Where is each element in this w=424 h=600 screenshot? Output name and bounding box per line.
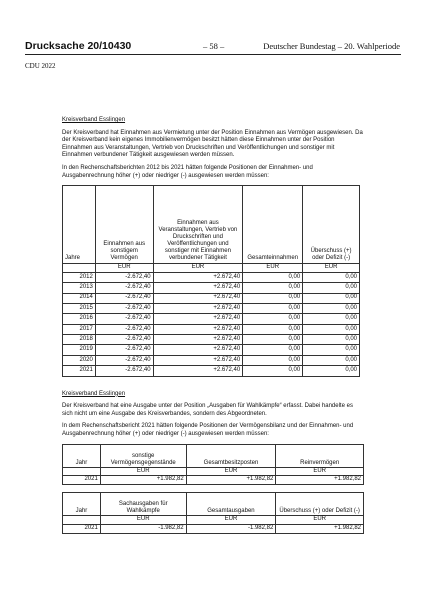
table-row <box>63 314 360 324</box>
value-cell: 0,00 <box>243 314 303 324</box>
value-cell: -2.672,40 <box>95 366 153 376</box>
value-cell: -2.672,40 <box>95 324 153 334</box>
value-cell: 0,00 <box>303 335 360 345</box>
value-cell: 0,00 <box>243 335 303 345</box>
value-cell: 0,00 <box>303 324 360 334</box>
column-header: Gesamtausgaben <box>186 493 276 516</box>
value-cell: -1.982,82 <box>186 524 276 533</box>
section2-paragraph1: Der Kreisverband hat eine Ausgabe unter der Position „Ausgaben für Wahlkämpfe“ erfasst. Dabei handelte es sich nicht um eine Ausgabe des Kreisverbandes, sondern des Abgeordneten. <box>62 403 353 417</box>
unit-cell: EUR <box>303 264 360 273</box>
column-header: sonstige Vermögensgegenstände <box>100 444 186 467</box>
table-header-row <box>63 493 364 516</box>
value-cell: -1.982,82 <box>100 524 186 533</box>
unit-cell: EUR <box>276 467 364 476</box>
column-header: Gesamtbesitzposten <box>186 444 276 467</box>
table-row <box>63 366 360 376</box>
units-row <box>63 467 364 476</box>
table-header-row <box>63 444 364 467</box>
value-cell: 0,00 <box>243 355 303 365</box>
section1-paragraph1: Der Kreisverband hat Einnahmen aus Vermietung unter der Position Einnahmen aus Vermögen ausgewiesen. Da der Kreisverband kein eigenes Immobilienvermögen besitzt hätten diese Einnahmen unter der Position Einnahmen aus Veranstaltungen, Vertrieb von Druckschriften und Veröffentlichungen und sonstiger mit Einnahmen verbundener Tätigkeit ausgewiesen werden müssen. <box>62 129 363 159</box>
value-cell: +2.672,40 <box>153 314 243 324</box>
value-cell: 0,00 <box>243 366 303 376</box>
value-cell: 0,00 <box>303 283 360 293</box>
column-header: Einnahmen aus sonstigem Vermögen <box>95 186 153 264</box>
year-cell: 2021 <box>63 476 101 485</box>
value-cell: +1.982,82 <box>276 524 364 533</box>
value-cell: 0,00 <box>303 293 360 303</box>
balance-correction-table <box>62 444 364 486</box>
table-header-row <box>63 186 360 264</box>
column-header: Jahr <box>63 493 101 516</box>
unit-cell: EUR <box>186 516 276 525</box>
table-row <box>63 345 360 355</box>
section2-title: Kreisverband Esslingen <box>62 390 126 397</box>
unit-cell: EUR <box>95 264 153 273</box>
value-cell: 0,00 <box>303 314 360 324</box>
correction-table-2012-2021 <box>62 185 360 377</box>
year-cell: 2012 <box>63 272 96 282</box>
column-header: Gesamteinnahmen <box>243 186 303 264</box>
value-cell: -2.672,40 <box>95 335 153 345</box>
table-row <box>63 324 360 334</box>
document-body <box>62 117 364 534</box>
table-row <box>63 293 360 303</box>
column-header: Reinvermögen <box>276 444 364 467</box>
value-cell: +2.672,40 <box>153 355 243 365</box>
value-cell: +2.672,40 <box>153 293 243 303</box>
table-row <box>63 355 360 365</box>
value-cell: +2.672,40 <box>153 303 243 313</box>
year-cell: 2013 <box>63 283 96 293</box>
value-cell: 0,00 <box>303 272 360 282</box>
page-number: – 58 – <box>203 41 225 51</box>
year-cell: 2014 <box>63 293 96 303</box>
header-divider <box>25 54 401 55</box>
unit-cell: EUR <box>243 264 303 273</box>
section1-paragraph2: In den Rechenschaftsberichten 2012 bis 2021 hätten folgende Positionen der Einnahmen- und Ausgabenrechnung höher (+) oder niedriger (-) ausgewiesen werden müssen: <box>62 164 313 179</box>
party-year-label: CDU 2022 <box>25 62 56 70</box>
value-cell: -2.672,40 <box>95 314 153 324</box>
value-cell: 0,00 <box>243 324 303 334</box>
year-cell: 2021 <box>63 366 96 376</box>
value-cell: -2.672,40 <box>95 355 153 365</box>
value-cell: +1.982,82 <box>276 476 364 485</box>
table-row <box>63 303 360 313</box>
year-cell: 2020 <box>63 355 96 365</box>
value-cell: +2.672,40 <box>153 366 243 376</box>
value-cell: +2.672,40 <box>153 335 243 345</box>
value-cell: 0,00 <box>243 283 303 293</box>
year-cell: 2016 <box>63 314 96 324</box>
unit-cell <box>63 467 101 476</box>
column-header: Überschuss (+) oder Defizit (-) <box>303 186 360 264</box>
section2-paragraph2: In dem Rechenschaftsbericht 2021 hätten folgende Positionen der Vermögensbilanz und der Einnahmen- und Ausgabenrechnung höher (+) oder niedriger (-) ausgewiesen werden müssen: <box>62 423 354 438</box>
section1-title: Kreisverband Esslingen <box>62 117 126 123</box>
column-header: Sachausgaben für Wahlkämpfe <box>100 493 186 516</box>
unit-cell: EUR <box>186 467 276 476</box>
table-body <box>63 272 360 376</box>
year-cell: 2018 <box>63 335 96 345</box>
value-cell: 0,00 <box>303 355 360 365</box>
table-row <box>63 476 364 485</box>
units-row <box>63 516 364 525</box>
column-header: Jahr <box>63 444 101 467</box>
value-cell: +2.672,40 <box>153 345 243 355</box>
year-cell: 2017 <box>63 324 96 334</box>
value-cell: 0,00 <box>243 303 303 313</box>
column-header: Überschuss (+) oder Defizit (-) <box>276 493 364 516</box>
value-cell: +2.672,40 <box>153 272 243 282</box>
value-cell: -2.672,40 <box>95 303 153 313</box>
value-cell: +1.982,82 <box>186 476 276 485</box>
units-row <box>63 264 360 273</box>
unit-cell <box>63 264 96 273</box>
value-cell: -2.672,40 <box>95 293 153 303</box>
expense-correction-table <box>62 492 364 534</box>
value-cell: 0,00 <box>303 366 360 376</box>
value-cell: 0,00 <box>303 345 360 355</box>
value-cell: +2.672,40 <box>153 324 243 334</box>
value-cell: 0,00 <box>243 345 303 355</box>
value-cell: +2.672,40 <box>153 283 243 293</box>
table-row <box>63 283 360 293</box>
table-row <box>63 272 360 282</box>
unit-cell <box>63 516 101 525</box>
document-number: Drucksache 20/10430 <box>25 40 132 52</box>
year-cell: 2015 <box>63 303 96 313</box>
unit-cell: EUR <box>100 467 186 476</box>
unit-cell: EUR <box>276 516 364 525</box>
unit-cell: EUR <box>153 264 243 273</box>
value-cell: -2.672,40 <box>95 272 153 282</box>
value-cell: +1.982,82 <box>100 476 186 485</box>
value-cell: 0,00 <box>303 303 360 313</box>
year-cell: 2021 <box>63 524 101 533</box>
value-cell: 0,00 <box>243 272 303 282</box>
year-cell: 2019 <box>63 345 96 355</box>
page-header <box>25 40 400 52</box>
column-header: Jahre <box>63 186 96 264</box>
column-header: Einnahmen aus Veranstaltungen, Vertrieb von Druckschriften und Veröffentlichungen und sonstiger mit Einnahmen verbundener Tätigkeit <box>153 186 243 264</box>
table-row <box>63 335 360 345</box>
table-row <box>63 524 364 533</box>
value-cell: -2.672,40 <box>95 283 153 293</box>
legislative-period: Deutscher Bundestag – 20. Wahlperiode <box>263 41 400 51</box>
value-cell: -2.672,40 <box>95 345 153 355</box>
value-cell: 0,00 <box>243 293 303 303</box>
unit-cell: EUR <box>100 516 186 525</box>
